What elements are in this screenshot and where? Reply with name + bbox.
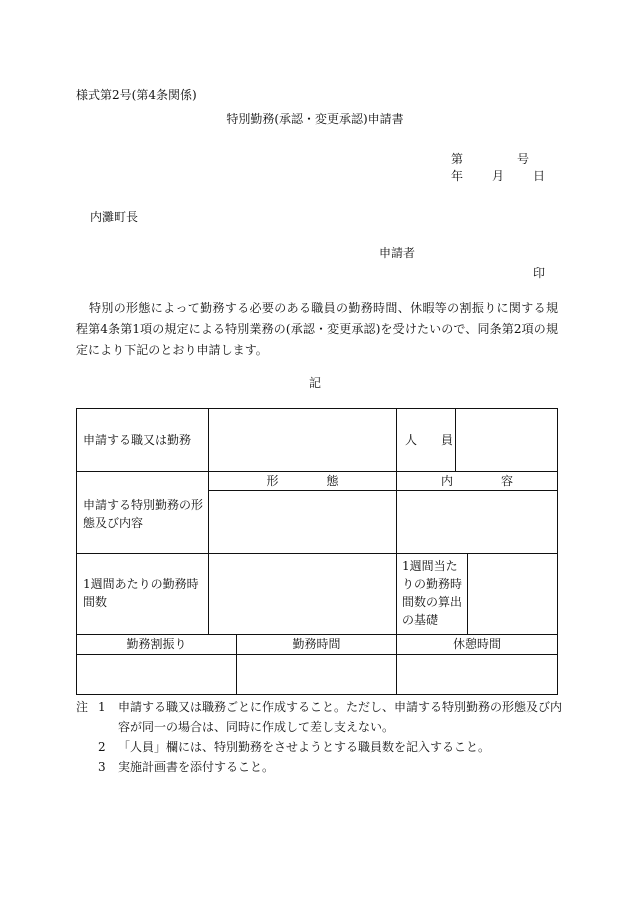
form-header: 形 態	[266, 474, 339, 488]
note-number: 2	[98, 740, 106, 754]
note-text: 実施計画書を添付すること。	[118, 760, 275, 774]
seal-mark: 印	[533, 266, 546, 280]
note-number: 3	[98, 760, 106, 774]
application-table	[76, 408, 558, 695]
day-label: 日	[533, 169, 546, 183]
note-text: 申請する職又は職務ごとに作成すること。ただし、申請する特別勤務の形態及び内容が同一の場合は、同時に作成して差し支えない。	[118, 700, 563, 734]
work-hours-header: 勤務時間	[292, 637, 341, 651]
content-header: 内 容	[440, 474, 513, 488]
note-number: 1	[98, 700, 106, 714]
note-item	[76, 737, 562, 757]
shift-allocation-value-cell[interactable]	[77, 655, 235, 693]
year-label: 年	[451, 169, 464, 183]
document-title: 特別勤務(承認・変更承認)申請書	[226, 112, 404, 126]
job-or-duty-label: 申請する職又は勤務	[83, 433, 192, 447]
notes-section	[76, 697, 562, 777]
work-hours-value-cell[interactable]	[237, 655, 395, 693]
ki-heading: 記	[308, 376, 321, 390]
body-paragraph: 特別の形態によって勤務する必要のある職員の勤務時間、休暇等の割振りに関する規程第4条第1項の規定による特別業務の(承認・変更承認)を受けたいので、同条第2項の規定により下記のとおり申請します。	[76, 301, 558, 357]
number-prefix: 第	[451, 152, 464, 166]
applicant-label: 申請者	[379, 246, 416, 260]
weekly-hours-value-cell[interactable]	[209, 555, 395, 633]
form-number: 様式第2号(第4条関係)	[76, 88, 197, 102]
shift-allocation-header: 勤務割振り	[126, 637, 187, 651]
note-text: 「人員」欄には、特別勤務をさせようとする職員数を記入すること。	[118, 740, 491, 754]
special-duty-form-label: 申請する特別勤務の形態及び内容	[83, 498, 204, 530]
note-item	[76, 757, 562, 777]
date-line	[451, 167, 545, 184]
weekly-hours-basis-label: 1週間当たりの勤務時間数の算出の基礎	[402, 559, 463, 627]
weekly-hours-label: 1週間あたりの勤務時間数	[83, 577, 199, 609]
month-label: 月	[492, 169, 505, 183]
content-value-cell[interactable]	[397, 492, 556, 552]
form-value-cell[interactable]	[209, 492, 395, 552]
break-time-header: 休憩時間	[452, 637, 501, 651]
note-item	[76, 697, 562, 737]
weekly-hours-basis-value-cell[interactable]	[468, 555, 556, 633]
number-suffix: 号	[517, 152, 530, 166]
addressee: 内灘町長	[90, 210, 139, 224]
personnel-value-cell[interactable]	[456, 410, 556, 470]
break-time-value-cell[interactable]	[397, 655, 556, 693]
personnel-label: 人 員	[405, 433, 454, 447]
document-number-line	[451, 150, 529, 167]
notes-prefix: 注	[76, 700, 89, 714]
